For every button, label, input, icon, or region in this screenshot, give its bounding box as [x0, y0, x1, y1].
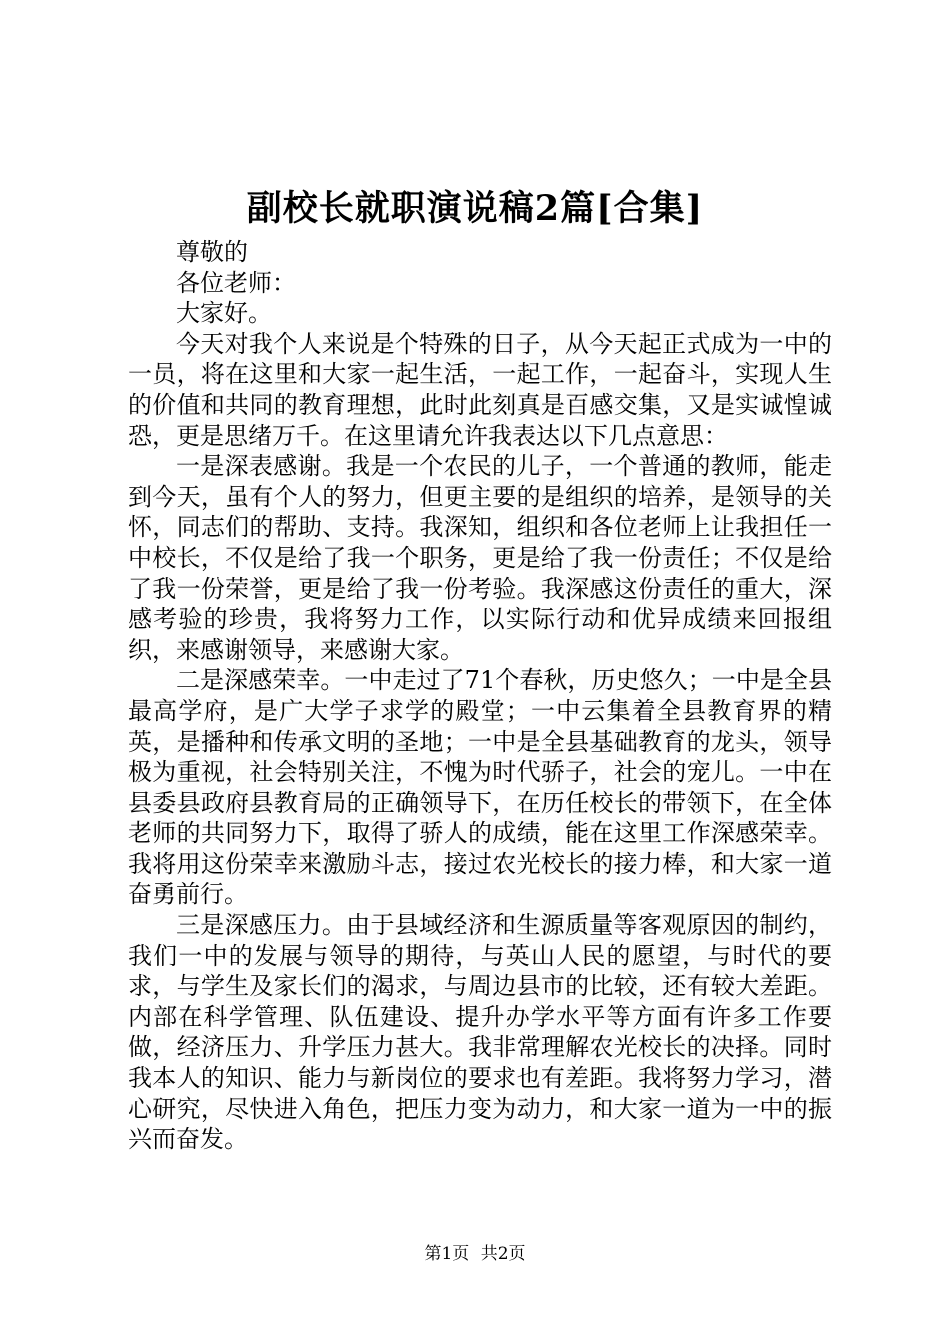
body-paragraph: 三是深感压力。由于县域经济和生源质量等客观原因的制约，我们一中的发展与领导的期待，与英山人民的愿望，与时代的要求，与学生及家长们的渴求，与周边县市的比较，还有较大差距。内部在科学管理、队伍建设、提升办学水平等方面有许多工作要做，经济压力、升学压力甚大。我非常理解农光校长的决择。同时我本人的知识、能力与新岗位的要求也有差距。我将努力学习，潜心研究，尽快进入角色，把压力变为动力，和大家一道为一中的振兴而奋发。 [128, 911, 832, 1154]
salutation-line-1: 尊敬的 [176, 238, 248, 266]
document-title: 副校长就职演说稿2篇[合集] [246, 188, 704, 229]
salutation-line-2: 各位老师： [176, 268, 296, 297]
body-paragraph: 二是深感荣幸。一中走过了71个春秋，历史悠久；一中是全县最高学府，是广大学子求学的殿堂；一中云集着全县教育界的精英，是播种和传承文明的圣地；一中是全县基础教育的龙头，领导极为重视，社会特别关注，不愧为时代骄子，社会的宠儿。一中在县委县政府县教育局的正确领导下，在历任校长的带领下，在全体老师的共同努力下，取得了骄人的成绩，能在这里工作深感荣幸。我将用这份荣幸来激励斗志，接过农光校长的接力棒，和大家一道奋勇前行。 [128, 666, 832, 909]
body-paragraph: 一是深表感谢。我是一个农民的儿子，一个普通的教师，能走到今天，虽有个人的努力，但更主要的是组织的培养，是领导的关怀，同志们的帮助、支持。我深知，组织和各位老师上让我担任一中校长，不仅是给了我一个职务，更是给了我一份责任；不仅是给了我一份荣誉，更是给了我一份考验。我深感这份责任的重大，深感考验的珍贵，我将努力工作，以实际行动和优异成绩来回报组织，来感谢领导，来感谢大家。 [128, 452, 832, 664]
greeting-line: 大家好。 [176, 299, 272, 328]
page-number-total: 共2页 [480, 1244, 526, 1264]
document-body [128, 237, 832, 1155]
page-footer [0, 1242, 950, 1266]
page-number-current: 第1页 [424, 1244, 470, 1264]
body-paragraph: 今天对我个人来说是个特殊的日子，从今天起正式成为一中的一员，将在这里和大家一起生活，一起工作，一起奋斗，实现人生的价值和共同的教育理想，此时此刻真是百感交集，又是实诚惶诚恐，更是思绪万千。在这里请允许我表达以下几点意思： [128, 329, 832, 450]
